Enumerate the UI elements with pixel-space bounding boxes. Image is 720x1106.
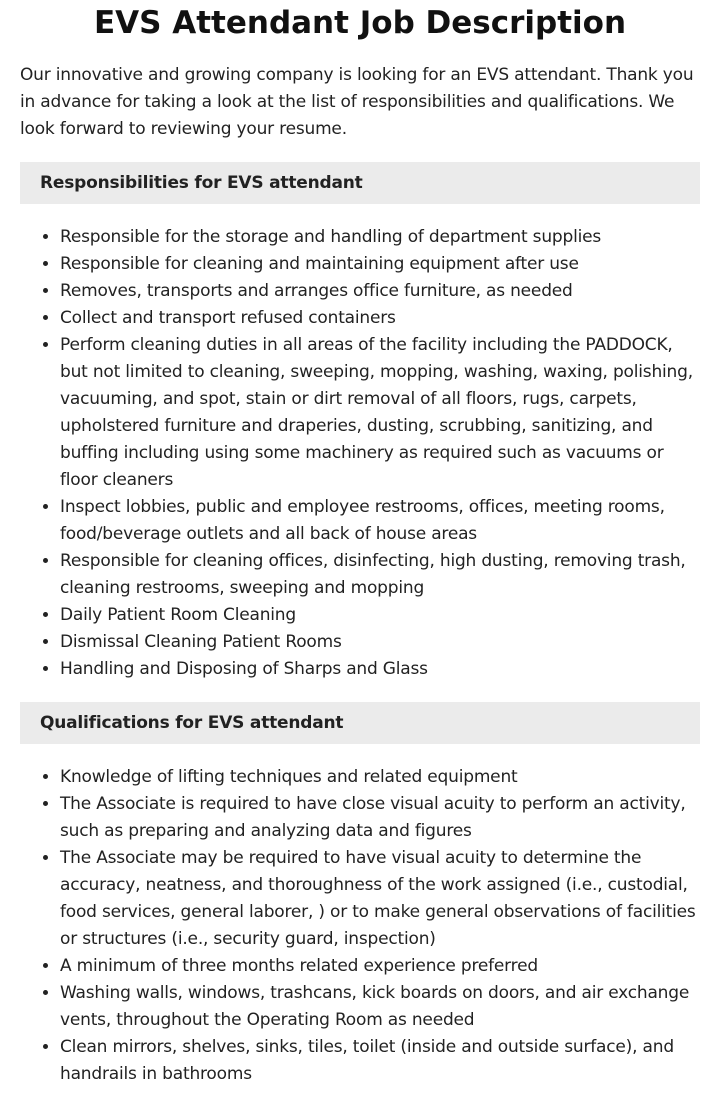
list-item: • The Associate may be required to have visual acuity to determine the accuracy, neatness, and thoroughness of the work assigned (i.e., custodial, food services, general laborer, ) or to make general observations of facilities or structures (i.e., security guard, inspection): [60, 845, 700, 953]
list-item: • Handling and Disposing of Sharps and Glass: [60, 656, 700, 683]
qualifications-heading: Qualifications for EVS attendant: [20, 702, 700, 744]
list-item: • A minimum of three months related experience preferred: [60, 953, 700, 980]
list-item: • Daily Patient Room Cleaning: [60, 602, 700, 629]
list-item: • Inspect lobbies, public and employee restrooms, offices, meeting rooms, food/beverage outlets and all back of house areas: [60, 494, 700, 548]
list-item: • Clean mirrors, shelves, sinks, tiles, toilet (inside and outside surface), and handrails in bathrooms: [60, 1034, 700, 1088]
list-item: • Perform cleaning duties in all areas of the facility including the PADDOCK, but not limited to cleaning, sweeping, mopping, washing, waxing, polishing, vacuuming, and spot, stain or dirt removal of all floors, rugs, carpets, upholstered furniture and draperies, dusting, scrubbing, sanitizing, and buffing including using some machinery as required such as vacuums or floor cleaners: [60, 332, 700, 494]
list-item: • Responsible for the storage and handling of department supplies: [60, 224, 700, 251]
responsibilities-list: [20, 224, 700, 683]
list-item: • Responsible for cleaning offices, disinfecting, high dusting, removing trash, cleaning restrooms, sweeping and mopping: [60, 548, 700, 602]
list-item: • Dismissal Cleaning Patient Rooms: [60, 629, 700, 656]
list-item: • Washing walls, windows, trashcans, kick boards on doors, and air exchange vents, throughout the Operating Room as needed: [60, 980, 700, 1034]
qualifications-list: [20, 764, 700, 1088]
list-item: • Collect and transport refused containers: [60, 305, 700, 332]
list-item: • Responsible for cleaning and maintaining equipment after use: [60, 251, 700, 278]
page-title: EVS Attendant Job Description: [93, 5, 627, 41]
intro-paragraph: Our innovative and growing company is looking for an EVS attendant. Thank you in advance for taking a look at the list of responsibilities and qualifications. We look forward to reviewing your resume.: [20, 65, 694, 139]
list-item: • Knowledge of lifting techniques and related equipment: [60, 764, 700, 791]
list-item: • The Associate is required to have close visual acuity to perform an activity, such as preparing and analyzing data and figures: [60, 791, 700, 845]
responsibilities-heading: Responsibilities for EVS attendant: [20, 162, 700, 204]
list-item: • Removes, transports and arranges office furniture, as needed: [60, 278, 700, 305]
